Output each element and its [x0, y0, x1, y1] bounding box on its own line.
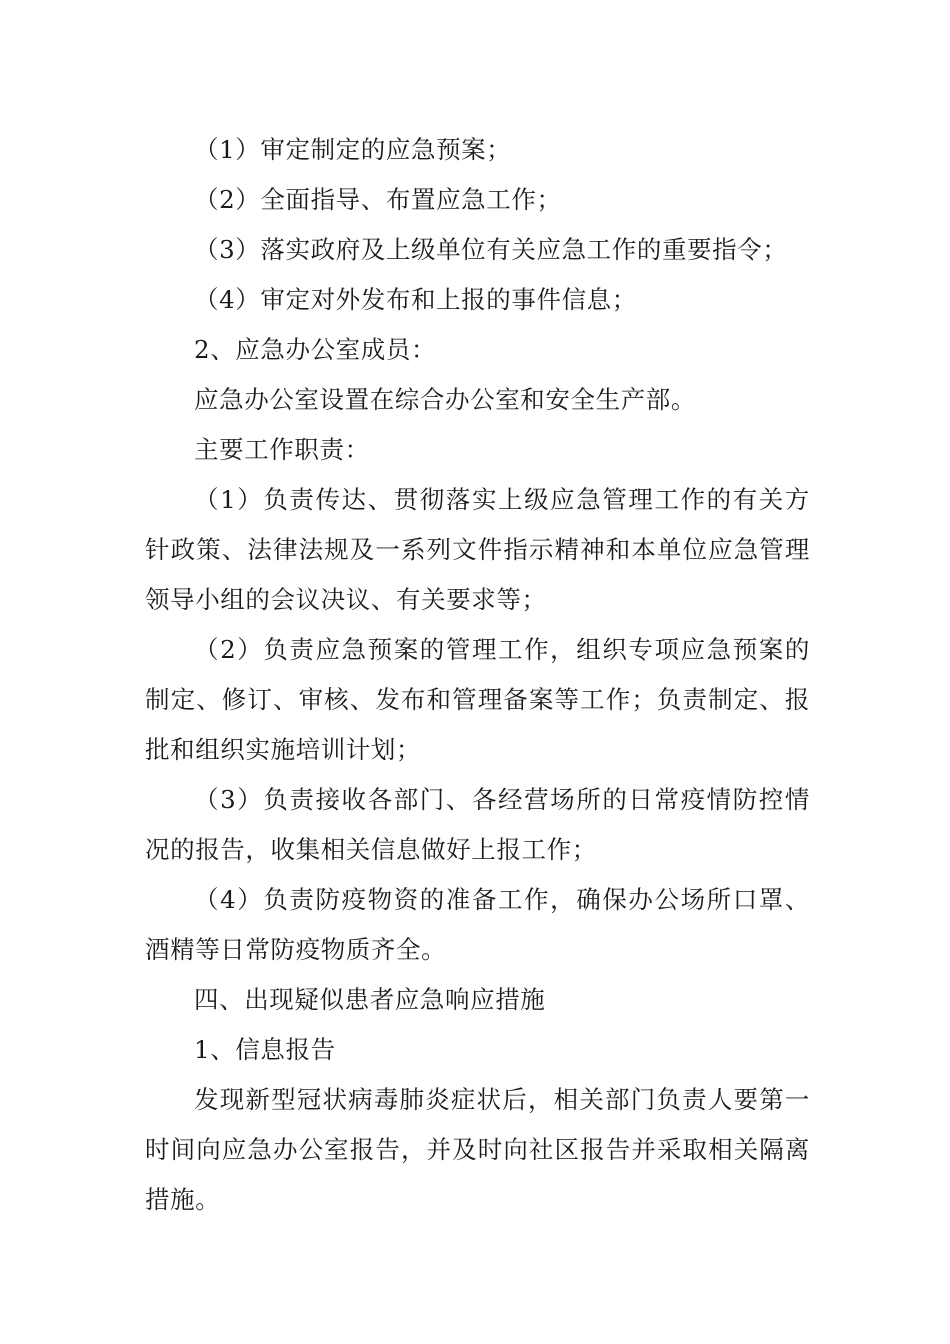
paragraph-1: （1）审定制定的应急预案；: [194, 135, 512, 164]
paragraph-duty-2: （2）负责应急预案的管理工作，组织专项应急预案的制定、修订、审核、发布和管理备案等工作；负责制定、报批和组织实施培训计划；: [145, 635, 810, 764]
paragraph-duty-4: （4）负责防疫物资的准备工作，确保办公场所口罩、酒精等日常防疫物质齐全。: [145, 885, 810, 964]
paragraph-duty-1: （1）负责传达、贯彻落实上级应急管理工作的有关方针政策、法律法规及一系列文件指示精神和本单位应急管理领导小组的会议决议、有关要求等；: [145, 485, 810, 614]
paragraph-duties-heading: 主要工作职责：: [194, 435, 370, 464]
subsection-heading-info-report: 1、信息报告: [194, 1035, 336, 1064]
paragraph-3: （3）落实政府及上级单位有关应急工作的重要指令；: [194, 235, 788, 264]
paragraph-info-report: 发现新型冠状病毒肺炎症状后，相关部门负责人要第一时间向应急办公室报告，并及时向社区报告并采取相关隔离措施。: [145, 1085, 810, 1214]
paragraph-duty-3: （3）负责接收各部门、各经营场所的日常疫情防控情况的报告，收集相关信息做好上报工作；: [145, 785, 810, 864]
section-heading-response-measures: 四、出现疑似患者应急响应措施: [194, 985, 546, 1014]
paragraph-4: （4）审定对外发布和上报的事件信息；: [194, 285, 637, 314]
paragraph-2: （2）全面指导、布置应急工作；: [194, 185, 562, 214]
paragraph-office-location: 应急办公室设置在综合办公室和安全生产部。: [194, 385, 696, 414]
document-body: [145, 125, 810, 1225]
section-heading-office-members: 2、应急办公室成员：: [194, 335, 437, 364]
